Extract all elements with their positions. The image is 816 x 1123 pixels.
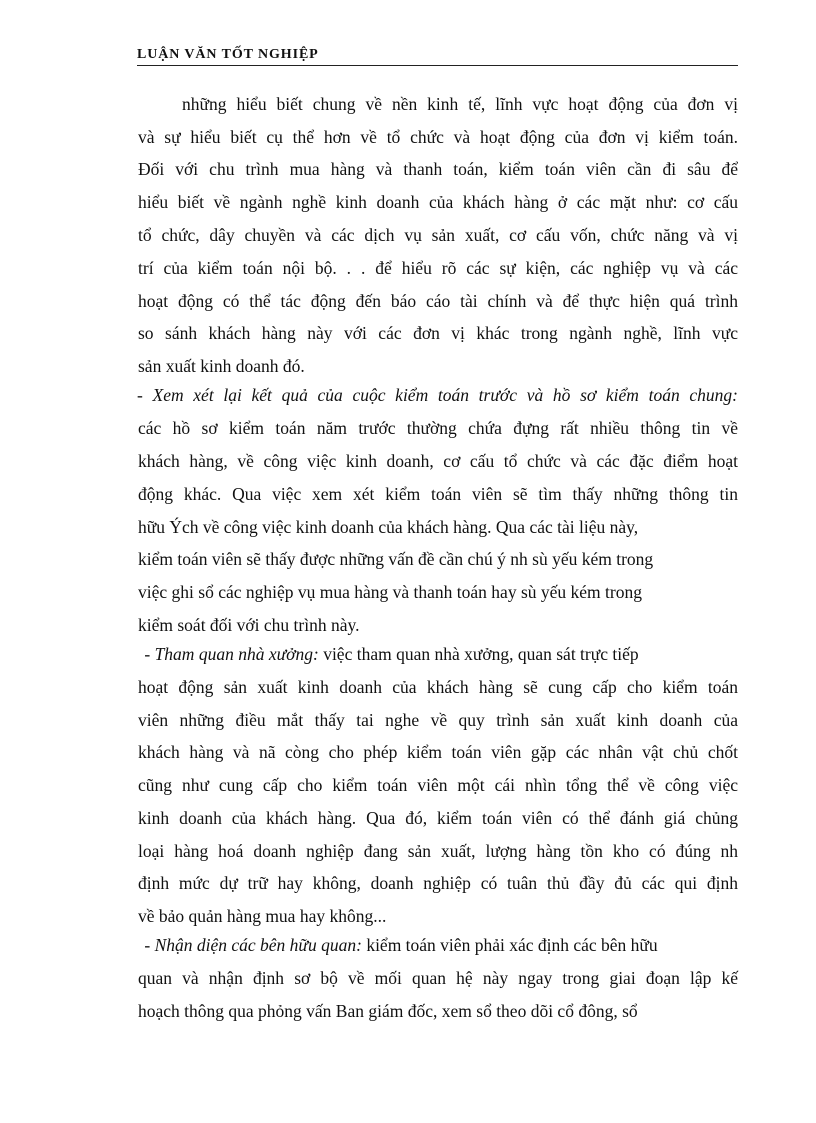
section-heading-previous-audit: - Xem xét lại kết quả của cuộc kiểm toán trước và hồ sơ kiểm toán chung: xyxy=(137,385,738,405)
body-line: về bảo quản hàng mua hay không... xyxy=(138,906,387,926)
body-line: kiểm soát đối với chu trình này. xyxy=(138,615,360,635)
body-line: cũng như cung cấp cho kiểm toán viên một cái nhìn tổng thể về công việc xyxy=(138,775,738,795)
body-line: hoạt động sản xuất kinh doanh của khách hàng sẽ cung cấp cho kiểm toán xyxy=(138,677,738,697)
paragraph-first-line xyxy=(140,934,740,956)
body-line: những hiểu biết chung về nền kinh tế, lĩnh vực hoạt động của đơn vị xyxy=(182,94,738,114)
body-line: viên những điều mắt thấy tai nghe về quy trình sản xuất kinh doanh của xyxy=(138,710,738,730)
body-line: khách hàng và nã còng cho phép kiểm toán viên gặp các nhân vật chủ chốt xyxy=(138,742,738,762)
body-line: hoạch thông qua phỏng vấn Ban giám đốc, xem sổ theo dõi cổ đông, sổ xyxy=(138,1001,638,1021)
body-line: so sánh khách hàng này với các đơn vị khác trong ngành nghề, lĩnh vực xyxy=(138,323,738,343)
body-line: định mức dự trữ hay không, doanh nghiệp có tuân thủ đầy đủ các qui định xyxy=(138,873,738,893)
body-line: quan và nhận định sơ bộ về mối quan hệ này ngay trong giai đoạn lập kế xyxy=(138,968,738,988)
body-line: Đối với chu trình mua hàng và thanh toán, kiểm toán viên cần đi sâu để xyxy=(138,159,738,179)
body-line: hữu Ých về công việc kinh doanh của khách hàng. Qua các tài liệu này, xyxy=(138,517,639,537)
body-line: động khác. Qua việc xem xét kiểm toán viên sẽ tìm thấy những thông tin xyxy=(138,484,738,504)
paragraph-continuation: việc tham quan nhà xưởng, quan sát trực tiếp xyxy=(318,644,639,664)
page-header: LUẬN VĂN TỐT NGHIỆP xyxy=(137,47,738,66)
body-line: việc ghi sổ các nghiệp vụ mua hàng và thanh toán hay sù yếu kém trong xyxy=(138,582,642,602)
body-line: trí của kiểm toán nội bộ. . . để hiểu rõ các sự kiện, các nghiệp vụ và các xyxy=(138,258,738,278)
section-heading-factory-visit: - Tham quan nhà xưởng: xyxy=(140,644,319,664)
body-line: hoạt động có thể tác động đến báo cáo tài chính và để thực hiện quá trình xyxy=(138,291,738,311)
body-line: kiểm toán viên sẽ thấy được những vấn đề cần chú ý nh sù yếu kém trong xyxy=(138,549,654,569)
body-line: tổ chức, dây chuyền và các dịch vụ sản xuất, cơ cấu vốn, chức năng và vị xyxy=(138,225,738,245)
section-heading-related-parties: - Nhận diện các bên hữu quan: xyxy=(140,935,362,955)
body-line: các hồ sơ kiểm toán năm trước thường chứa đựng rất nhiều thông tin về xyxy=(138,418,738,438)
body-line: kinh doanh của khách hàng. Qua đó, kiểm toán viên có thể đánh giá chủng xyxy=(138,808,738,828)
paragraph-continuation: kiểm toán viên phải xác định các bên hữu xyxy=(361,935,658,955)
paragraph-first-line xyxy=(140,643,740,665)
body-line: khách hàng, về công việc kinh doanh, cơ cấu tổ chức và các đặc điểm hoạt xyxy=(138,451,738,471)
body-line: và sự hiểu biết cụ thể hơn về tổ chức và hoạt động của đơn vị kiểm toán. xyxy=(138,127,738,147)
body-line: sản xuất kinh doanh đó. xyxy=(138,356,305,376)
body-line: hiểu biết về ngành nghề kinh doanh của khách hàng ở các mặt như: cơ cấu xyxy=(138,192,738,212)
body-line: loại hàng hoá doanh nghiệp đang sản xuất, lượng hàng tồn kho có đúng nh xyxy=(138,841,738,861)
